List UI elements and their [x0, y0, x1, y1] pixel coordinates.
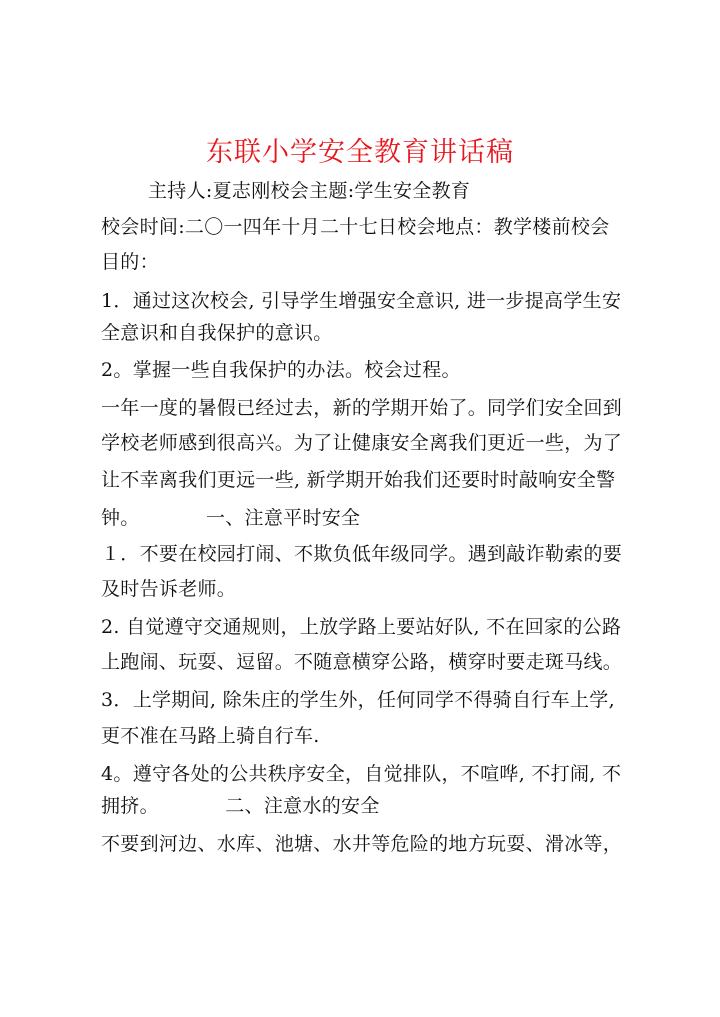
paragraph-line: 2. 自觉遵守交通规则，上放学路上要站好队, 不在回家的公路	[101, 616, 622, 638]
paragraph-line: 不要到河边、水库、池塘、水井等危险的地方玩耍、滑冰等，	[101, 833, 623, 855]
paragraph-line: 拥挤。	[101, 795, 159, 817]
paragraph-line: 1．通过这次校会, 引导学生增强安全意识, 进一步提高学生安	[101, 290, 622, 312]
paragraph-line: 及时告诉老师。	[101, 578, 237, 600]
paragraph-line: 校会时间:二〇一四年十月二十七日校会地点：教学楼前校会	[101, 216, 610, 238]
paragraph-line: 2。掌握一些自我保护的办法。校会过程。	[101, 359, 461, 381]
section-heading-2: 二、注意水的安全	[225, 795, 380, 817]
document-title: 东联小学安全教育讲话稿	[206, 137, 514, 168]
paragraph-line: 上跑闹、玩耍、逗留。不随意横穿公路，横穿时要走斑马线。	[101, 651, 623, 673]
paragraph-line: 钟。	[101, 507, 140, 529]
host-line: 主持人:夏志刚校会主题:学生安全教育	[148, 180, 471, 202]
paragraph-line: １．不要在校园打闹、不欺负低年级同学。遇到敲诈勒索的要	[101, 543, 623, 565]
paragraph-line: 更不准在马路上骑自行车.	[101, 725, 320, 747]
paragraph-line: 目的：	[101, 251, 159, 273]
paragraph-line: 全意识和自我保护的意识。	[101, 322, 333, 344]
paragraph-line: 让不幸离我们更远一些, 新学期开始我们还要时时敲响安全警	[101, 469, 616, 491]
section-heading-1: 一、注意平时安全	[205, 507, 361, 529]
paragraph-line: 一年一度的暑假已经过去，新的学期开始了。同学们安全回到	[101, 397, 623, 419]
paragraph-line-with-section	[101, 503, 360, 533]
paragraph-line: 3．上学期间, 除朱庄的学生外，任何同学不得骑自行车上学,	[101, 689, 615, 711]
paragraph-line: 学校老师感到很高兴。为了让健康安全离我们更近一些，为了	[101, 432, 623, 454]
paragraph-line: 4。遵守各处的公共秩序安全，自觉排队，不喧哗, 不打闹, 不	[101, 763, 622, 785]
paragraph-line-with-section	[101, 791, 380, 821]
